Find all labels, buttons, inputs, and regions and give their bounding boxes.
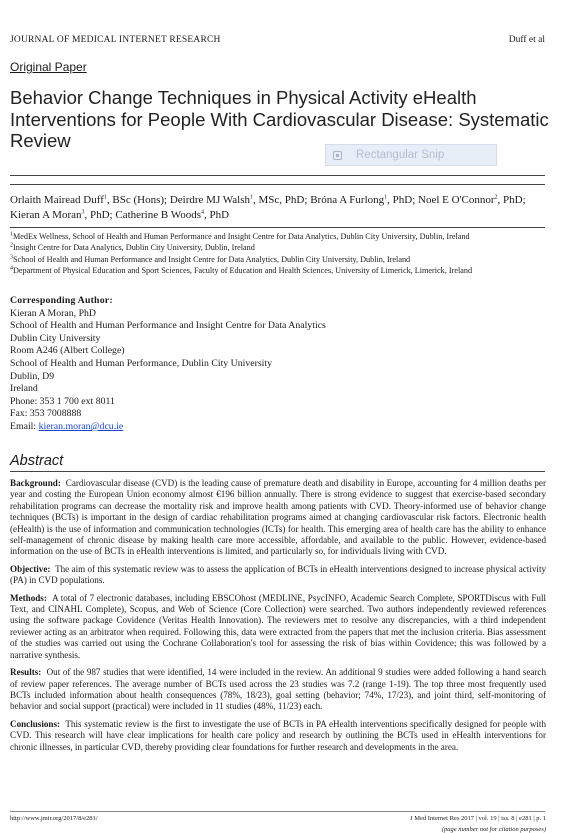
corresponding-author-lines xyxy=(10,308,430,421)
author-name: Kieran A Moran xyxy=(10,209,82,221)
abstract-section-label: Conclusions: xyxy=(10,718,61,729)
author-affiliation-mark: 2 xyxy=(494,194,498,201)
footer-citation: J Med Internet Res 2017 | vol. 19 | iss. 8 | e281 | p. 1 xyxy=(410,815,546,822)
email-link[interactable]: kieran.moran@dcu.ie xyxy=(38,420,124,432)
affiliation-list xyxy=(10,231,545,277)
author-affiliation-mark: 4 xyxy=(201,209,205,216)
footer-divider xyxy=(10,811,545,812)
snip-label: Rectangular Snip xyxy=(356,149,445,161)
journal-name: JOURNAL OF MEDICAL INTERNET RESEARCH xyxy=(10,35,221,45)
author-name: Deirdre MJ Walsh xyxy=(169,194,251,206)
abstract-section xyxy=(10,478,546,558)
affiliation-mark: 3 xyxy=(10,254,13,261)
email-label: Email: xyxy=(10,420,39,432)
abstract-body xyxy=(10,478,546,759)
abstract-divider xyxy=(10,471,545,472)
abstract-section xyxy=(10,564,546,587)
abstract-section-text: A total of 7 electronic databases, including EBSCOhost (MEDLINE, PsycINFO, Academic Search Complete, SPORTDiscus with Full Text, and CINAHL Complete), Scopus, and Web of Science (Core Collection) were searched. Two authors independently reviewed references using the software package Covidence (Veritas Health Innovation). The reviewers met to resolve any discrepancies, with a third independent reviewer acting as an arbitrator when required. Following this, data were extracted from the papers that met the inclusion criteria. Bias assessment of the studies was carried out using the Cochrane Collaboration's tool for assessing the risk of bias within Covidence; this was followed by a narrative synthesis. xyxy=(10,592,546,660)
title-divider-top xyxy=(10,175,545,176)
running-head: Duff et al xyxy=(508,35,545,45)
affiliation-text: MedEx Wellness, School of Health and Human Performance and Insight Centre for Data Analytics, Dublin City University, Dublin, Ireland xyxy=(13,232,470,241)
author-affiliation-mark: 1 xyxy=(250,194,254,201)
affiliation-mark: 1 xyxy=(10,231,13,238)
affiliation-mark: 4 xyxy=(10,265,13,272)
author-name: Bróna A Furlong xyxy=(310,194,385,206)
corresponding-author-line: Ireland xyxy=(10,383,38,395)
abstract-section xyxy=(10,593,546,661)
abstract-section-text: Out of the 987 studies that were identified, 14 were included in the review. An additional 9 studies were added following a hand search of review paper references. The average number of BCTs used across the 23 studies was 7.2 (range 1-19). The top three most frequently used BCTs included information about health consequences (78%, 18/23), goal setting (behavior; 74%, 17/23), and joint third, self-monitoring of behavior and social support (practical) were included in 11 studies (48%, 11/23) each. xyxy=(10,667,547,712)
author-name: Orlaith Mairead Duff xyxy=(10,194,104,206)
corresponding-author-line: Fax: 353 7008888 xyxy=(10,408,82,420)
authors-divider xyxy=(10,227,545,228)
affiliation-text: Department of Physical Education and Sport Sciences, Faculty of Education and Health Sciences, University of Limerick, Limerick, Ireland xyxy=(13,266,473,276)
author-name: Noel E O'Connor xyxy=(418,194,495,206)
affiliation-mark: 2 xyxy=(10,242,13,249)
title-divider-bottom xyxy=(10,184,545,185)
author-name: Catherine B Woods xyxy=(115,209,202,221)
corresponding-author-heading: Corresponding Author: xyxy=(10,295,113,306)
abstract-section-label: Objective: xyxy=(10,563,51,574)
corresponding-author-line: Room A246 (Albert College) xyxy=(10,345,125,357)
corresponding-author-line: Phone: 353 1 700 ext 8011 xyxy=(10,395,115,407)
author-degrees: , PhD; xyxy=(497,194,526,206)
corresponding-author-line: Dublin City University xyxy=(10,332,101,344)
footer-article-url[interactable]: http://www.jmir.org/2017/8/e281/ xyxy=(10,815,98,822)
corresponding-author-block xyxy=(10,295,430,434)
footer-page-note: (page number not for citation purposes) xyxy=(441,826,546,833)
snip-icon xyxy=(333,151,342,160)
author-list xyxy=(10,193,545,223)
author-degrees: , BSc (Hons); xyxy=(106,194,170,206)
abstract-section xyxy=(10,667,546,713)
abstract-section-text: This systematic review is the first to investigate the use of BCTs in PA eHealth interventions specifically designed for people with CVD. This research will have clear implications for health care policy and research by outlining the BCTs used in eHealth interventions for chronic illnesses, in particular CVD, thereby providing clear foundations for further research and developments in the area. xyxy=(10,718,546,752)
corresponding-author-line: Kieran A Moran, PhD xyxy=(10,307,96,319)
abstract-heading: Abstract xyxy=(10,453,64,469)
article-title: Behavior Change Techniques in Physical Activity eHealth Interventions for People With Cardiovascular Disease: Systematic Review xyxy=(10,87,549,151)
rectangular-snip-overlay[interactable] xyxy=(325,144,497,166)
corresponding-author-line: Dublin, D9 xyxy=(10,370,55,382)
affiliation-item xyxy=(10,242,545,253)
affiliation-text: School of Health and Human Performance and Insight Centre for Data Analytics, Dublin City University, Dublin, Ireland xyxy=(13,254,411,264)
abstract-section-label: Background: xyxy=(10,478,61,488)
author-affiliation-mark: 1 xyxy=(384,194,388,201)
affiliation-item xyxy=(10,265,545,276)
affiliation-text: Insight Centre for Data Analytics, Dublin City University, Dublin, Ireland xyxy=(13,243,255,253)
author-degrees: , PhD; xyxy=(387,194,419,206)
article-type-label: Original Paper xyxy=(10,60,87,74)
abstract-section-text: The aim of this systematic review was to assess the application of BCTs in eHealth interventions designed to increase physical activity (PA) in CVD populations. xyxy=(10,563,547,586)
author-degrees: , MSc, PhD; xyxy=(253,194,311,206)
affiliation-item xyxy=(10,231,545,242)
author-degrees: , PhD; xyxy=(84,209,116,221)
abstract-section xyxy=(10,719,546,753)
affiliation-item xyxy=(10,254,545,265)
abstract-section-label: Methods: xyxy=(10,592,47,603)
author-affiliation-mark: 3 xyxy=(81,209,85,216)
author-degrees: , PhD xyxy=(204,209,230,221)
abstract-section-label: Results: xyxy=(10,667,42,678)
corresponding-author-line: School of Health and Human Performance and Insight Centre for Data Analytics xyxy=(10,320,326,332)
abstract-section-text: Cardiovascular disease (CVD) is the leading cause of premature death and disability in Europe, accounting for 4 million deaths per year and costing the European Union economy almost €196 billion annually. There is strong evidence to suggest that exercise-based secondary rehabilitation programs can decrease the mortality risk and improve health among patients with CVD. Theory-informed use of behavior change techniques (BCTs) is important in the design of cardiac rehabilitation programs aimed at changing cardiovascular risk factors. Electronic health (eHealth) is the use of information and communication technologies (ICTs) for health. This emerging area of health care has the ability to enhance self-management of chronic disease by making health care more accessible, affordable, and available to the public. However, evidence-based information on the use of BCTs in eHealth interventions is limited, and particularly so, for individuals living with CVD. xyxy=(10,478,547,557)
author-affiliation-mark: 1 xyxy=(103,194,107,201)
corresponding-email-line xyxy=(10,421,430,434)
corresponding-author-line: School of Health and Human Performance, Dublin City University xyxy=(10,357,273,369)
